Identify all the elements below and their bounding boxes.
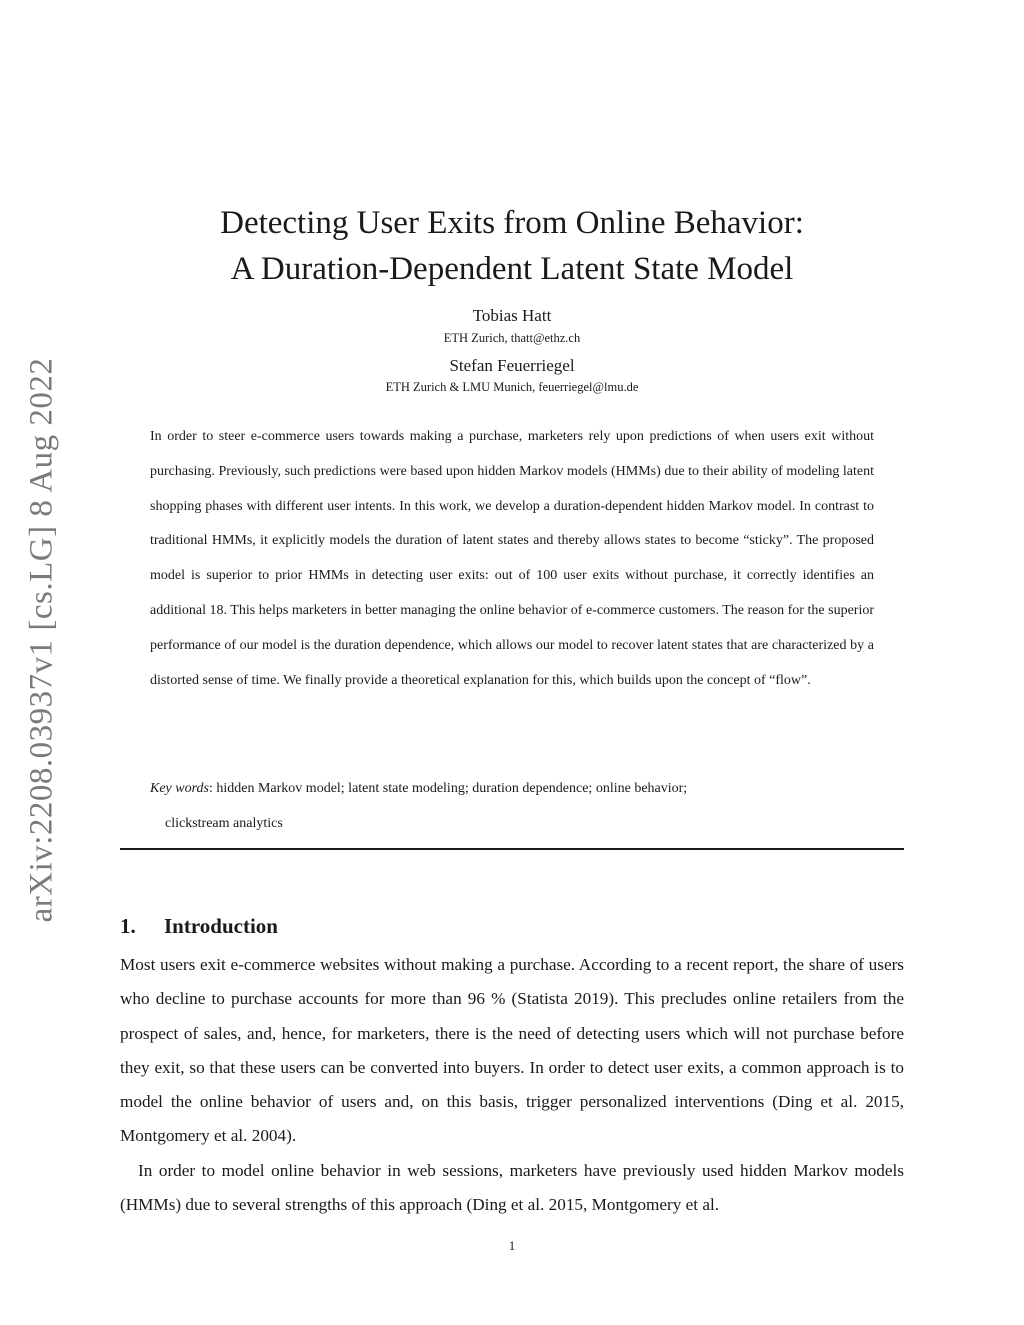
page-number: 1	[508, 1238, 516, 1253]
keywords: Key words: hidden Markov model; latent state modeling; duration dependence; online behavior; clickstream analytics	[150, 772, 874, 842]
section-number: 1.	[120, 914, 136, 938]
body-text	[120, 948, 904, 1222]
author-affiliation-1: ETH Zurich, thatt@ethz.ch	[443, 331, 581, 345]
arxiv-stamp-text: arXiv:2208.03937v1 [cs.LG] 8 Aug 2022	[23, 357, 60, 923]
abstract: In order to steer e-commerce users towards making a purchase, marketers rely upon predictions of when users exit without purchasing. Previously, such predictions were based upon hidden Markov models (HMMs) due to their ability of modeling latent shopping phases with different user intents. In this work, we develop a duration-dependent hidden Markov model. In contrast to traditional HMMs, it explicitly models the duration of latent states and thereby allows states to become “sticky”. The proposed model is superior to prior HMMs in detecting user exits: out of 100 user exits without purchase, it correctly identifies an additional 18. This helps marketers in better managing the online behavior of e-commerce customers. The reason for the superior performance of our model is the duration dependence, which allows our model to recover latent states that are characterized by a distorted sense of time. We finally provide a theoretical explanation for this, which builds upon the concept of “flow”.	[150, 429, 874, 688]
title-line-1: Detecting User Exits from Online Behavior:	[220, 205, 804, 241]
horizontal-rule	[120, 848, 904, 850]
section-heading	[120, 914, 278, 939]
keywords-line-2: clickstream analytics	[165, 815, 283, 831]
section-title: Introduction	[164, 914, 278, 938]
paper-title	[120, 200, 904, 292]
keywords-line-1: hidden Markov model; latent state modeling; duration dependence; online behavior;	[216, 781, 688, 796]
title-line-2: A Duration-Dependent Latent State Model	[230, 251, 794, 287]
paragraph-2: In order to model online behavior in web sessions, marketers have previously used hidden Markov models (HMMs) due to several strengths of this approach (Ding et al. 2015, Montgomery et al.	[120, 1160, 904, 1215]
author-name-2: Stefan Feuerriegel	[449, 356, 575, 375]
author-affiliation-2: ETH Zurich & LMU Munich, feuerriegel@lmu.de	[385, 380, 639, 394]
author-name-1: Tobias Hatt	[472, 306, 552, 325]
keywords-label: Key words	[150, 781, 209, 796]
paragraph-1: Most users exit e-commerce websites without making a purchase. According to a recent report, the share of users who decline to purchase accounts for more than 96 % (Statista 2019). This precludes online retailers from the prospect of sales, and, hence, for marketers, there is the need of detecting users which will not purchase before they exit, so that these users can be converted into buyers. In order to detect user exits, a common approach is to model the online behavior of users and, on this basis, trigger personalized interventions (Ding et al. 2015, Montgomery et al. 2004).	[120, 955, 904, 1146]
